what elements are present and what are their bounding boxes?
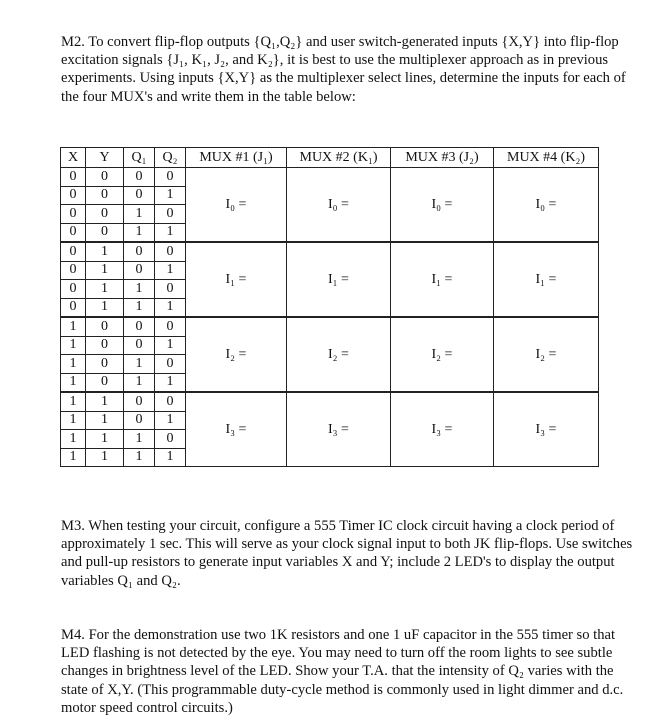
truth-cell: 0	[86, 186, 124, 205]
truth-cell: 0	[61, 186, 86, 205]
truth-cell: 1	[86, 430, 124, 449]
truth-cell: 1	[124, 298, 155, 317]
truth-cell: 0	[61, 168, 86, 187]
truth-cell: 0	[155, 280, 186, 299]
truth-cell: 0	[124, 392, 155, 411]
truth-cell: 1	[155, 373, 186, 392]
table-row	[61, 168, 599, 187]
mux-input-cell[interactable]: I₂ =	[287, 317, 391, 392]
mux-input-cell[interactable]: I₀ =	[494, 168, 599, 243]
truth-cell: 1	[86, 280, 124, 299]
m4-paragraph: M4. For the demonstration use two 1K resistors and one 1 uF capacitor in the 555 timer so that LED flashing is not detected by the eye. You may need to turn off the room lights to see subtle changes in brightness level of the LED. Show your T.A. that the intensity of Q₂ varies with the state of X,Y. (This programmable duty-cycle method is commonly used in light dimmer and d.c. motor speed control circuits.)	[61, 627, 624, 716]
mux-input-cell[interactable]: I₃ =	[391, 392, 494, 467]
mux-input-cell[interactable]: I₁ =	[494, 242, 599, 317]
truth-cell: 0	[86, 355, 124, 374]
mux-table	[60, 147, 599, 467]
truth-cell: 0	[86, 317, 124, 336]
truth-cell: 1	[61, 317, 86, 336]
truth-cell: 0	[155, 392, 186, 411]
mux-input-cell[interactable]: I₂ =	[391, 317, 494, 392]
truth-cell: 1	[124, 280, 155, 299]
truth-cell: 0	[86, 168, 124, 187]
truth-cell: 0	[61, 280, 86, 299]
truth-cell: 0	[61, 242, 86, 261]
truth-cell: 1	[155, 448, 186, 467]
truth-cell: 1	[86, 448, 124, 467]
m2-paragraph: M2. To convert flip-flop outputs {Q₁,Q₂} and user switch-generated inputs {X,Y} into flip-flop excitation signals {J₁, K₁, J₂, and K₂}, it is best to use the multiplexer approach as in previous experiments. Using inputs {X,Y} as the multiplexer select lines, determine the inputs for each of the four MUX's and write them in the table below:	[61, 34, 626, 105]
mux-input-cell[interactable]: I₁ =	[186, 242, 287, 317]
m3-paragraph: M3. When testing your circuit, configure a 555 Timer IC clock circuit having a clock period of approximately 1 sec. This will serve as your clock signal input to both JK flip-flops. Use switches and pull-up resistors to generate input variables X and Y; include 2 LED's to display the output variables Q₁ and Q₂.	[61, 518, 633, 589]
table-row	[61, 317, 599, 336]
truth-cell: 1	[124, 448, 155, 467]
mux-input-cell[interactable]: I₃ =	[287, 392, 391, 467]
truth-cell: 1	[61, 355, 86, 374]
truth-cell: 1	[61, 392, 86, 411]
truth-cell: 1	[61, 336, 86, 355]
truth-cell: 0	[61, 298, 86, 317]
truth-cell: 0	[155, 430, 186, 449]
truth-cell: 1	[61, 430, 86, 449]
truth-cell: 1	[124, 205, 155, 224]
truth-cell: 0	[155, 168, 186, 187]
truth-cell: 1	[61, 448, 86, 467]
truth-cell: 0	[155, 242, 186, 261]
truth-cell: 1	[155, 261, 186, 280]
mux-input-cell[interactable]: I₃ =	[494, 392, 599, 467]
mux-input-cell[interactable]: I₀ =	[186, 168, 287, 243]
mux-input-cell[interactable]: I₀ =	[391, 168, 494, 243]
truth-cell: 1	[124, 223, 155, 242]
truth-cell: 0	[155, 317, 186, 336]
truth-cell: 0	[124, 186, 155, 205]
truth-cell: 0	[61, 261, 86, 280]
truth-cell: 0	[124, 411, 155, 430]
table-row	[61, 242, 599, 261]
truth-cell: 1	[155, 186, 186, 205]
truth-cell: 0	[86, 205, 124, 224]
mux-input-cell[interactable]: I₂ =	[494, 317, 599, 392]
truth-cell: 0	[61, 205, 86, 224]
mux-input-cell[interactable]: I₁ =	[287, 242, 391, 317]
header-y: Y	[86, 148, 124, 168]
truth-cell: 0	[124, 168, 155, 187]
table-row	[61, 392, 599, 411]
header-mux4: MUX #4 (K₂)	[494, 148, 599, 168]
truth-cell: 0	[155, 205, 186, 224]
header-mux2: MUX #2 (K₁)	[287, 148, 391, 168]
truth-cell: 1	[124, 430, 155, 449]
truth-cell: 0	[124, 261, 155, 280]
truth-cell: 1	[155, 223, 186, 242]
truth-cell: 1	[155, 336, 186, 355]
header-mux1: MUX #1 (J₁)	[186, 148, 287, 168]
truth-cell: 0	[124, 317, 155, 336]
truth-cell: 0	[86, 336, 124, 355]
truth-cell: 0	[61, 223, 86, 242]
truth-cell: 1	[155, 411, 186, 430]
header-q1: Q₁	[124, 148, 155, 168]
table-header-row	[61, 148, 599, 168]
truth-cell: 0	[124, 242, 155, 261]
truth-cell: 1	[86, 261, 124, 280]
mux-input-cell[interactable]: I₂ =	[186, 317, 287, 392]
header-q2: Q₂	[155, 148, 186, 168]
truth-cell: 1	[155, 298, 186, 317]
truth-cell: 1	[86, 392, 124, 411]
truth-cell: 0	[124, 336, 155, 355]
truth-cell: 0	[86, 223, 124, 242]
header-mux3: MUX #3 (J₂)	[391, 148, 494, 168]
mux-input-cell[interactable]: I₀ =	[287, 168, 391, 243]
truth-cell: 1	[86, 411, 124, 430]
truth-cell: 0	[155, 355, 186, 374]
truth-cell: 0	[86, 373, 124, 392]
truth-cell: 1	[86, 298, 124, 317]
header-x: X	[61, 148, 86, 168]
mux-input-cell[interactable]: I₁ =	[391, 242, 494, 317]
mux-input-cell[interactable]: I₃ =	[186, 392, 287, 467]
truth-cell: 1	[61, 373, 86, 392]
truth-cell: 1	[61, 411, 86, 430]
truth-cell: 1	[86, 242, 124, 261]
truth-cell: 1	[124, 373, 155, 392]
truth-cell: 1	[124, 355, 155, 374]
